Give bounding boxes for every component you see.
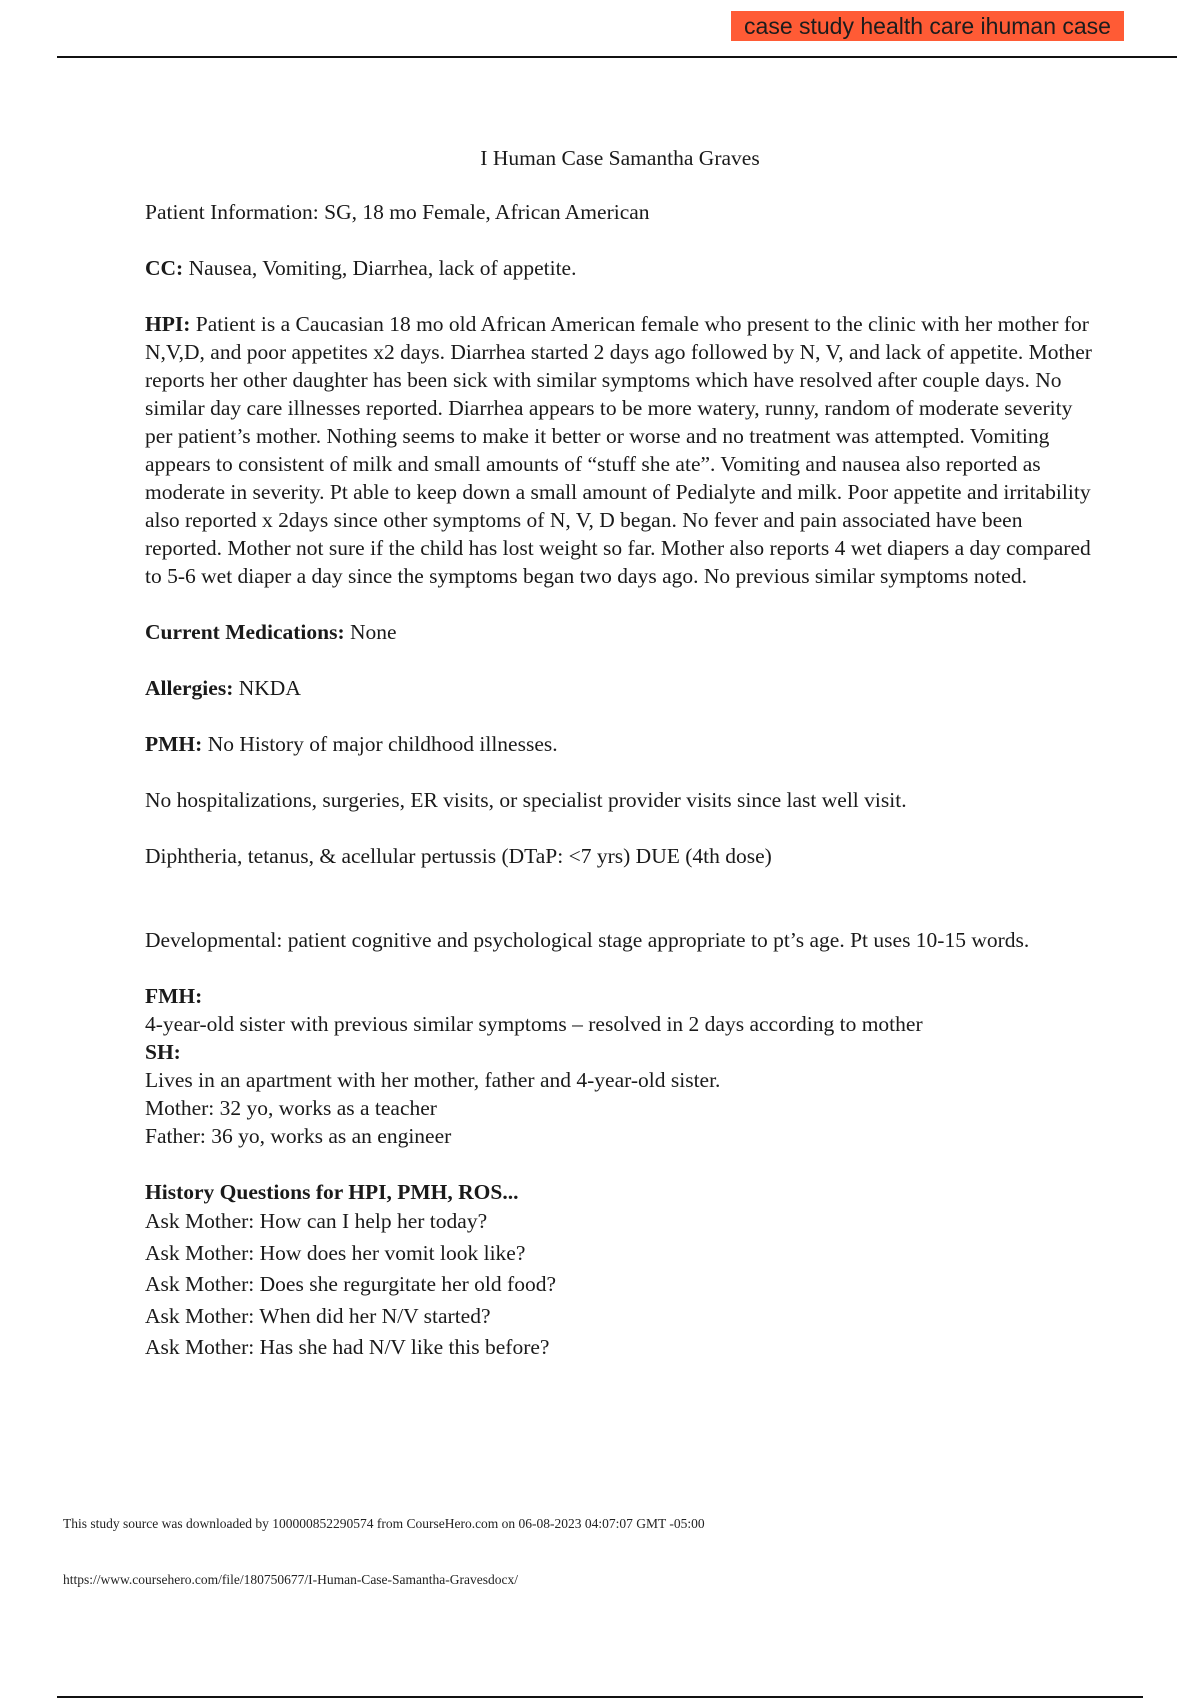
bottom-divider (57, 1696, 1143, 1698)
sh-label: SH: (145, 1040, 181, 1064)
hpi-section (145, 310, 1095, 590)
question-item: Ask Mother: When did her N/V started? (145, 1303, 491, 1328)
history-questions-label: History Questions for HPI, PMH, ROS... (145, 1180, 519, 1204)
chief-complaint (145, 254, 1095, 282)
allergies-label: Allergies: (145, 676, 234, 700)
immunization: Diphtheria, tetanus, & acellular pertussis (DTaP: <7 yrs) DUE (4th dose) (145, 844, 772, 868)
question-item: Ask Mother: How can I help her today? (145, 1209, 488, 1233)
document-body (145, 144, 1095, 1364)
fmh-section (145, 982, 1095, 1038)
hpi-label: HPI: (145, 312, 191, 336)
patient-info: Patient Information: SG, 18 mo Female, African American (145, 200, 650, 224)
fmh-text: 4-year-old sister with previous similar symptoms – resolved in 2 days according to mother (145, 1012, 923, 1036)
current-medications (145, 618, 1095, 646)
history-questions (145, 1178, 1095, 1364)
hpi-text: Patient is a Caucasian 18 mo old African American female who present to the clinic with her mother for N,V,D, and poor appetites x2 days. Diarrhea started 2 days ago followed by N, V, and lack of appetite. Mother reports her other daughter has been sick with similar symptoms which have resolved after couple days. No similar day care illnesses reported. Diarrhea appears to be more watery, runny, random of moderate severity per patient’s mother. Nothing seems to make it better or worse and no treatment was attempted. Vomiting appears to consistent of milk and small amounts of “stuff she ate”. Vomiting and nausea also reported as moderate in severity. Pt able to keep down a small amount of Pedialyte and milk. Poor appetite and irritability also reported x 2days since other symptoms of N, V, D began. No fever and pain associated have been reported. Mother not sure if the child has lost weight so far. Mother also reports 4 wet diapers a day compared to 5-6 wet diaper a day since the symptoms began two days ago. No previous similar symptoms noted. (145, 312, 1092, 588)
sh-line: Father: 36 yo, works as an engineer (145, 1124, 452, 1148)
pmh-section (145, 730, 1095, 758)
allergies (145, 674, 1095, 702)
question-item: Ask Mother: How does her vomit look like? (145, 1240, 526, 1265)
developmental: Developmental: patient cognitive and psychological stage appropriate to pt’s age. Pt uses 10-15 words. (145, 928, 1030, 952)
sh-section (145, 1038, 1095, 1150)
fmh-label: FMH: (145, 984, 203, 1008)
question-item: Ask Mother: Has she had N/V like this before? (145, 1335, 550, 1359)
source-url[interactable]: https://www.coursehero.com/file/180750677/I-Human-Case-Samantha-Gravesdocx/ (63, 1572, 519, 1587)
cc-label: CC: (145, 256, 184, 280)
pmh-label: PMH: (145, 732, 203, 756)
meds-text: None (344, 620, 397, 644)
sh-line: Mother: 32 yo, works as a teacher (145, 1096, 437, 1120)
question-list (145, 1206, 1095, 1364)
meds-label: Current Medications: (145, 620, 345, 644)
document-title: I Human Case Samantha Graves (480, 146, 760, 170)
question-item: Ask Mother: Does she regurgitate her old food? (145, 1272, 556, 1296)
cc-text: Nausea, Vomiting, Diarrhea, lack of appetite. (183, 256, 577, 280)
sh-line: Lives in an apartment with her mother, father and 4-year-old sister. (145, 1068, 721, 1092)
hospitalizations: No hospitalizations, surgeries, ER visits, or specialist provider visits since last well visit. (145, 788, 907, 812)
allergies-text: NKDA (233, 676, 301, 700)
top-divider (57, 56, 1177, 58)
download-note: This study source was downloaded by 100000852290574 from CourseHero.com on 06-08-2023 04:07:07 GMT -05:00 (63, 1516, 705, 1531)
top-tag: case study health care ihuman case (731, 11, 1124, 41)
section-spacer (145, 870, 1095, 926)
pmh-text: No History of major childhood illnesses. (202, 732, 558, 756)
